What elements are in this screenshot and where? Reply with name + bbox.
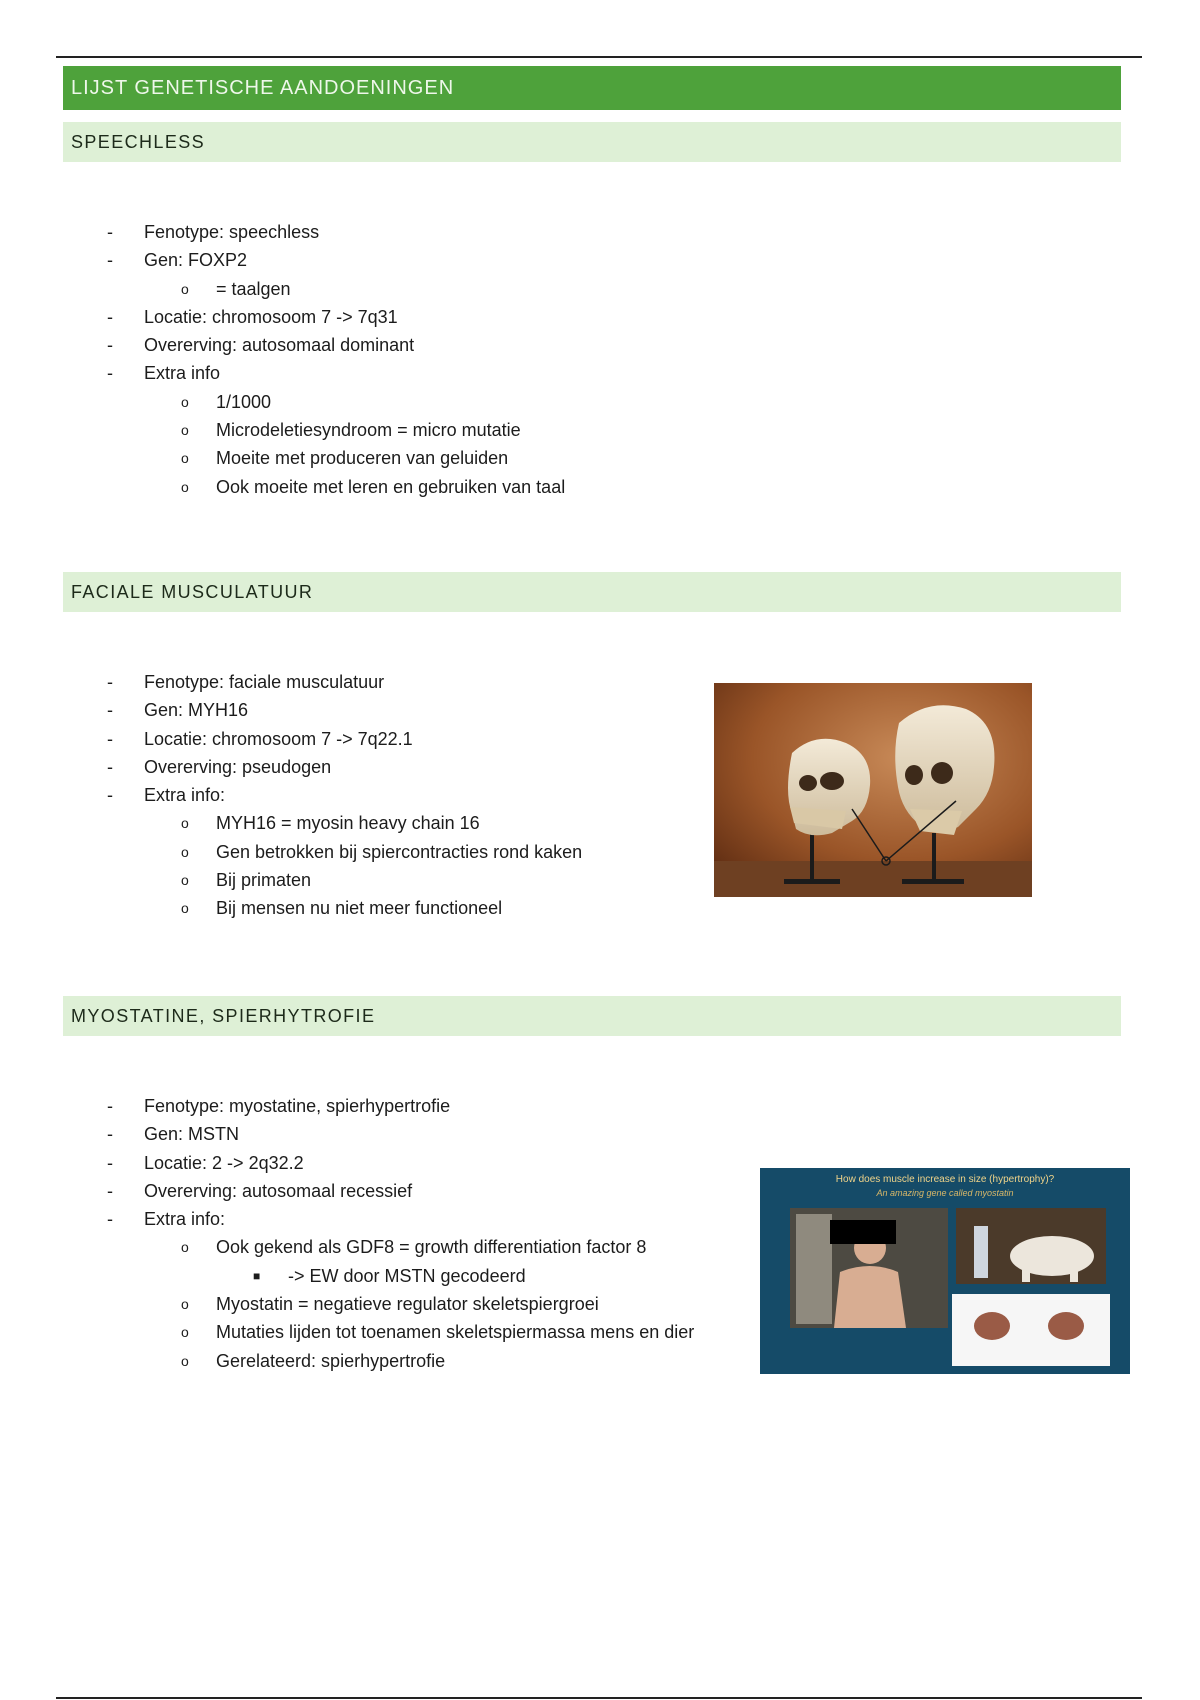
list-item-text: Locatie: 2 -> 2q32.2 [144, 1152, 304, 1173]
list-item [0, 1149, 694, 1177]
bullet-marker: - [107, 1152, 113, 1173]
bullet-marker: - [107, 1096, 113, 1116]
list-item-text: Ook moeite met leren en gebruiken van taal [216, 476, 566, 497]
bullet-marker: - [107, 785, 113, 806]
bullet-marker: - [107, 363, 113, 384]
list-item [0, 218, 565, 246]
list-item-text: Gen: MYH16 [144, 700, 249, 721]
list-item-text: Gerelateerd: spierhypertrofie [216, 1350, 446, 1371]
list-item-text: Gen: MSTN [144, 1124, 240, 1145]
document-title: LIJST GENETISCHE AANDOENINGEN [63, 66, 1121, 110]
list-item [0, 246, 565, 274]
list-item [0, 303, 565, 331]
slide-illustrations [760, 1168, 1130, 1374]
list-item-text: Overerving: autosomaal recessief [144, 1180, 413, 1201]
list-item [0, 416, 565, 444]
speechless-list [0, 218, 565, 501]
list-item [0, 753, 582, 781]
list-item-text: -> EW door MSTN gecodeerd [288, 1265, 526, 1286]
bullet-marker: - [107, 1124, 113, 1145]
list-item-text: = taalgen [216, 278, 291, 299]
bullet-marker: - [107, 335, 113, 356]
bullet-marker: o [181, 1296, 189, 1313]
bullet-marker: - [107, 306, 113, 327]
list-item-text: Gen betrokken bij spiercontracties rond kaken [216, 841, 583, 862]
list-item-text: Mutaties lijden tot toenamen skeletspiermassa mens en dier [216, 1322, 695, 1343]
slide-subtitle: An amazing gene called myostatin [876, 1188, 1014, 1198]
bullet-marker: o [181, 815, 189, 832]
bullet-marker: ■ [253, 1268, 261, 1283]
list-item [0, 809, 582, 837]
list-item [0, 359, 565, 387]
skulls-photo [714, 683, 1032, 897]
list-item [0, 1318, 694, 1346]
bullet-marker: - [107, 728, 113, 749]
myostatine-list [0, 1092, 694, 1375]
list-item-text: Ook gekend als GDF8 = growth differentiation factor 8 [216, 1237, 647, 1258]
list-item-text: Extra info: [144, 1209, 226, 1230]
bullet-marker: o [181, 450, 189, 467]
list-item-text: Extra info: [144, 785, 226, 806]
list-item-text: Fenotype: speechless [144, 222, 320, 242]
list-item [0, 781, 582, 809]
bullet-marker: - [107, 222, 113, 242]
list-item [0, 1205, 694, 1233]
bullet-marker: - [107, 672, 113, 692]
bullet-marker: o [181, 280, 189, 297]
list-item-text: Moeite met produceren van geluiden [216, 448, 509, 469]
bullet-marker: o [181, 900, 189, 917]
bullet-marker: o [181, 478, 189, 495]
list-item [0, 275, 565, 303]
list-item [0, 866, 582, 894]
top-rule [56, 56, 1142, 58]
bullet-marker: o [181, 393, 189, 410]
bullet-marker: o [181, 1239, 189, 1256]
list-item-text: Bij primaten [216, 870, 312, 891]
list-item-text: Gen: FOXP2 [144, 250, 248, 271]
list-item [0, 473, 565, 501]
list-item-text: Myostatin = negatieve regulator skeletspiergroei [216, 1294, 599, 1315]
list-item [0, 894, 582, 922]
bullet-marker: o [181, 843, 189, 860]
myostatin-slide-image [760, 1168, 1130, 1374]
list-item-text: Overerving: autosomaal dominant [144, 335, 415, 356]
bullet-marker: - [107, 1209, 113, 1230]
skulls-illustration [714, 683, 1032, 897]
list-item [0, 1092, 694, 1120]
bullet-marker: o [181, 1352, 189, 1369]
bullet-marker: - [107, 250, 113, 271]
bullet-marker: - [107, 756, 113, 777]
list-item-text: Microdeletiesyndroom = micro mutatie [216, 420, 521, 441]
section-heading-speechless: SPEECHLESS [63, 122, 1121, 162]
list-item-text: Extra info [144, 363, 221, 384]
list-item [0, 1262, 694, 1290]
list-item [0, 838, 582, 866]
list-item-text: MYH16 = myosin heavy chain 16 [216, 813, 480, 834]
bullet-marker: - [107, 1180, 113, 1201]
list-item [0, 1120, 694, 1148]
slide-title: How does muscle increase in size (hypertrophy)? [835, 1174, 1055, 1185]
list-item [0, 1177, 694, 1205]
section-heading-faciale-musculatuur: FACIALE MUSCULATUUR [63, 572, 1121, 612]
list-item-text: Fenotype: myostatine, spierhypertrofie [144, 1096, 451, 1116]
list-item-text: 1/1000 [216, 391, 272, 412]
list-item-text: Locatie: chromosoom 7 -> 7q31 [144, 306, 398, 327]
faciale-musculatuur-list [0, 668, 582, 923]
section-heading-myostatine: MYOSTATINE, SPIERHYTROFIE [63, 996, 1121, 1036]
list-item [0, 725, 582, 753]
list-item-text: Locatie: chromosoom 7 -> 7q22.1 [144, 728, 413, 749]
bullet-marker: o [181, 1324, 189, 1341]
list-item [0, 1233, 694, 1261]
list-item-text: Overerving: pseudogen [144, 756, 332, 777]
list-item [0, 388, 565, 416]
list-item [0, 668, 582, 696]
bullet-marker: o [181, 422, 189, 439]
bottom-rule [56, 1697, 1142, 1699]
list-item [0, 1290, 694, 1318]
list-item [0, 1347, 694, 1375]
list-item [0, 444, 565, 472]
list-item [0, 331, 565, 359]
list-item-text: Bij mensen nu niet meer functioneel [216, 898, 503, 919]
bullet-marker: o [181, 872, 189, 889]
bullet-marker: - [107, 700, 113, 721]
list-item [0, 696, 582, 724]
list-item-text: Fenotype: faciale musculatuur [144, 672, 385, 692]
